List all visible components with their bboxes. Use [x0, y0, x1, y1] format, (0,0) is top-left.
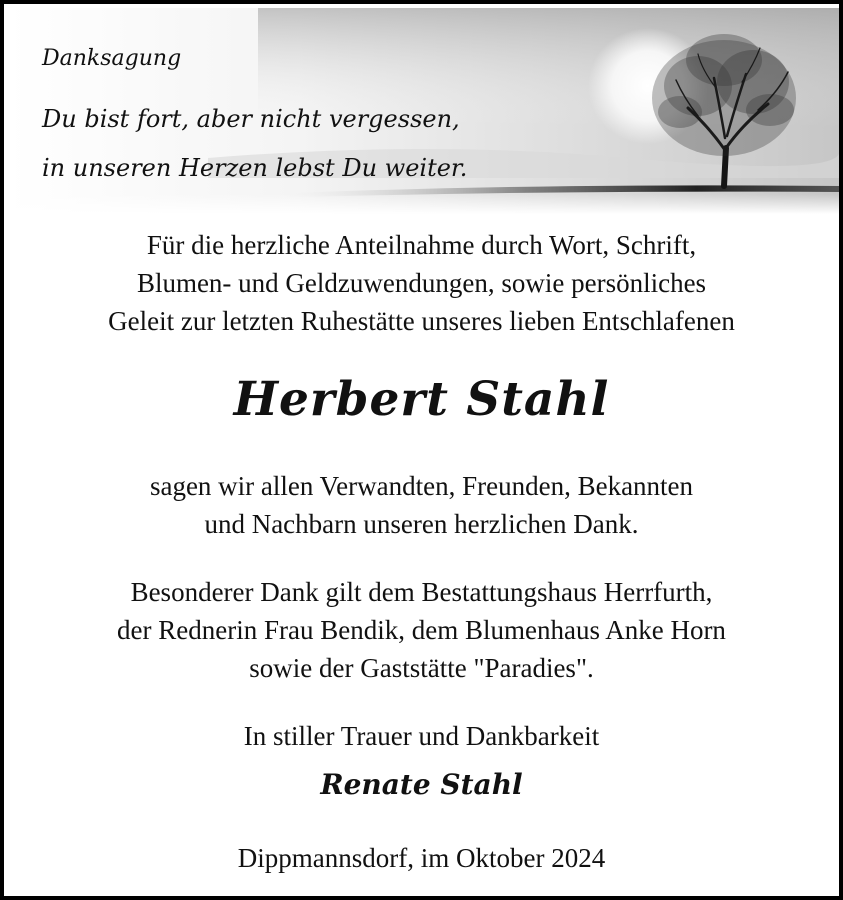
intro-line: Blumen- und Geldzuwendungen, sowie persönliches	[136, 268, 707, 298]
intro-line: Geleit zur letzten Ruhestätte unseres lieben Entschlafenen	[108, 306, 735, 336]
header-banner	[8, 8, 839, 214]
thanks-line: und Nachbarn unseren herzlichen Dank.	[204, 509, 639, 539]
special-thanks-line: Besonderer Dank gilt dem Bestattungshaus Herrfurth,	[130, 577, 713, 607]
mourning-phrase: In stiller Trauer und Dankbarkeit	[243, 721, 600, 751]
verse-line-1: Du bist fort, aber nicht vergessen,	[42, 105, 460, 133]
deceased-name: Herbert Stahl	[233, 372, 610, 427]
thanks-paragraph	[4, 467, 839, 543]
special-thanks-paragraph	[4, 573, 839, 687]
heading-danksagung: Danksagung	[42, 46, 182, 71]
signer-name: Renate Stahl	[320, 768, 523, 801]
special-thanks-line: sowie der Gaststätte "Paradies".	[249, 653, 594, 683]
intro-line: Für die herzliche Anteilnahme durch Wort, Schrift,	[146, 230, 697, 260]
special-thanks-line: der Rednerin Frau Bendik, dem Blumenhaus Anke Horn	[117, 615, 726, 645]
thanks-line: sagen wir allen Verwandten, Freunden, Bekannten	[149, 471, 694, 501]
verse-line-2: in unseren Herzen lebst Du weiter.	[42, 154, 468, 182]
intro-paragraph	[4, 226, 839, 340]
place-date: Dippmannsdorf, im Oktober 2024	[237, 843, 606, 873]
